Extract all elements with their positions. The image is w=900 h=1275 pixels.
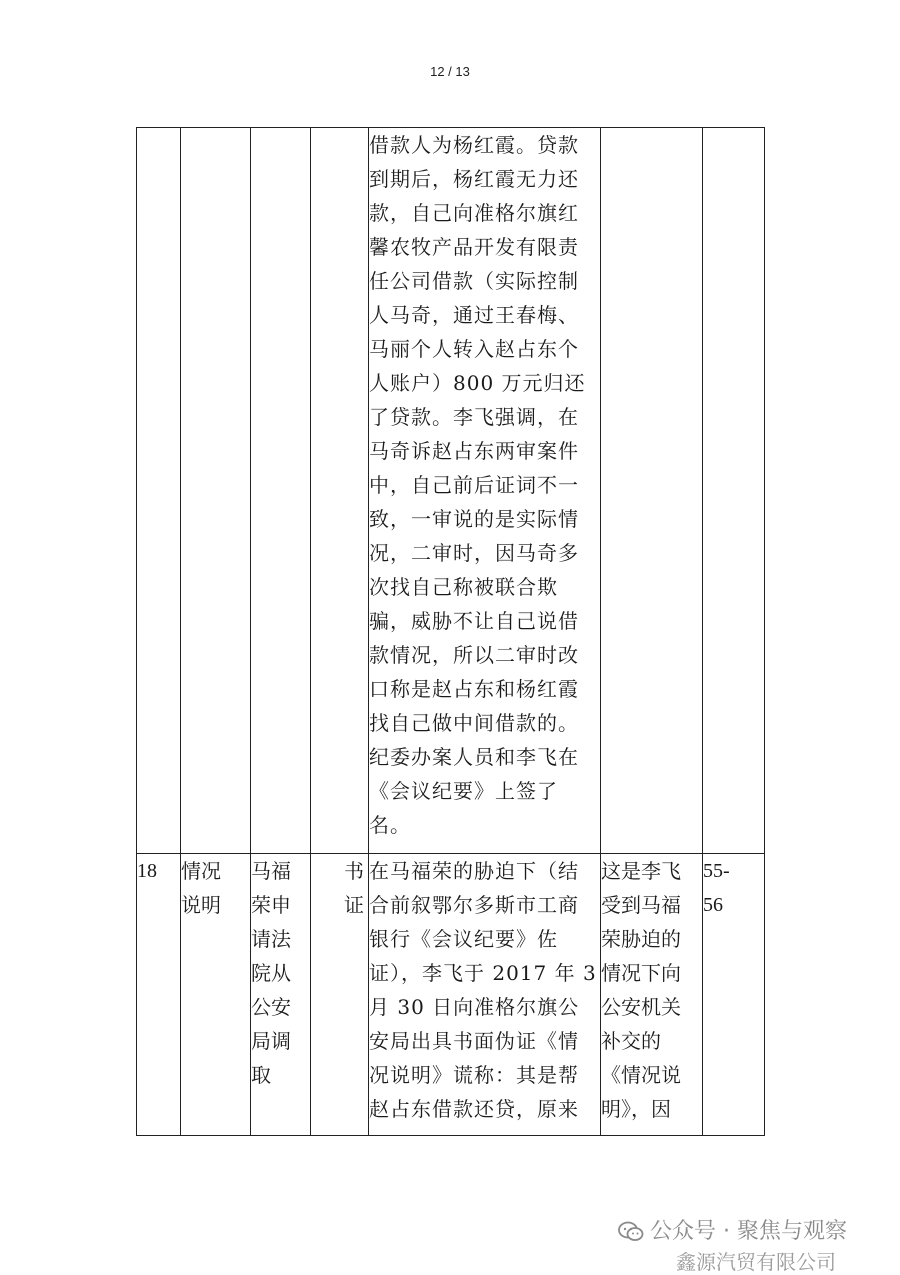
content-line: 骗，威胁不让自己说借	[369, 609, 579, 633]
content-line: 任公司借款（实际控制	[369, 269, 579, 293]
cell-source	[251, 128, 311, 854]
source-line: 取	[251, 1063, 271, 1087]
row-number: 18	[137, 860, 157, 882]
cell-pages	[703, 128, 765, 854]
content-line: 馨农牧产品开发有限责	[369, 235, 579, 259]
note-line: 情况下向	[601, 961, 681, 985]
source-line: 马福	[251, 859, 291, 883]
content-line: 马奇诉赵占东两审案件	[369, 439, 579, 463]
cell-number	[137, 854, 181, 1136]
form-line: 书	[344, 859, 364, 883]
content-line: 纪委办案人员和李飞在	[369, 745, 579, 769]
watermark-account: 公众号 · 聚焦与观察	[650, 1219, 847, 1244]
pages-line: 55-	[703, 860, 730, 882]
content-line: 银行《会议纪要》佐	[369, 927, 558, 951]
cell-number	[137, 128, 181, 854]
content-line: 安局出具书面伪证《情	[369, 1029, 579, 1053]
content-line: 款情况，所以二审时改	[369, 643, 579, 667]
note-line: 补交的	[601, 1029, 661, 1053]
table-row-continued	[137, 128, 765, 854]
cell-note	[601, 854, 703, 1136]
content-line: 在马福荣的胁迫下（结	[369, 859, 579, 883]
content-line: 中，自己前后证词不一	[369, 473, 579, 497]
content-line: 赵占东借款还贷，原来	[369, 1097, 579, 1121]
content-line: 人账户）800 万元归还	[369, 371, 586, 395]
pages-line: 56	[703, 894, 723, 916]
content-line: 口称是赵占东和杨红霞	[369, 677, 579, 701]
wechat-icon	[618, 1221, 644, 1243]
type-line: 情况	[181, 859, 221, 883]
content-line: 找自己做中间借款的。	[369, 711, 579, 735]
cell-form	[311, 128, 369, 854]
cell-content	[369, 128, 601, 854]
content-line: 合前叙鄂尔多斯市工商	[369, 893, 579, 917]
note-line: 这是李飞	[601, 859, 681, 883]
watermark	[618, 1218, 847, 1274]
content-line: 证），李飞于 2017 年 3	[369, 961, 597, 985]
content-line: 马丽个人转入赵占东个	[369, 337, 579, 361]
note-line: 受到马福	[601, 893, 681, 917]
watermark-line1	[618, 1218, 847, 1246]
source-line: 院从	[251, 961, 291, 985]
form-line: 证	[344, 893, 364, 917]
content-line: 况说明》谎称：其是帮	[369, 1063, 579, 1087]
content-line: 名。	[369, 813, 411, 837]
content-line: 月 30 日向准格尔旗公	[369, 995, 580, 1019]
content-line: 次找自己称被联合欺	[369, 575, 558, 599]
content-line: 到期后，杨红霞无力还	[369, 167, 579, 191]
cell-source	[251, 854, 311, 1136]
page-number: 12 / 13	[430, 64, 470, 79]
source-line: 请法	[251, 927, 291, 951]
source-line: 公安	[251, 995, 291, 1019]
content-line: 《会议纪要》上签了	[369, 779, 558, 803]
cell-evidence-type	[181, 128, 251, 854]
cell-content	[369, 854, 601, 1136]
content-line: 况，二审时，因马奇多	[369, 541, 579, 565]
cell-form	[311, 854, 369, 1136]
cell-pages	[703, 854, 765, 1136]
content-line: 致，一审说的是实际情	[369, 507, 579, 531]
content-line: 了贷款。李飞强调，在	[369, 405, 579, 429]
note-line: 明》，因	[601, 1097, 671, 1121]
content-line: 款，自己向准格尔旗红	[369, 201, 579, 225]
source-line: 局调	[251, 1029, 291, 1053]
source-line: 荣申	[251, 893, 291, 917]
evidence-table	[136, 127, 765, 1136]
content-line: 人马奇，通过王春梅、	[369, 303, 579, 327]
cell-evidence-type	[181, 854, 251, 1136]
note-line: 《情况说	[601, 1063, 681, 1087]
note-line: 荣胁迫的	[601, 927, 681, 951]
content-line: 借款人为杨红霞。贷款	[369, 133, 579, 157]
note-line: 公安机关	[601, 995, 681, 1019]
watermark-line2: 鑫源汽贸有限公司	[676, 1250, 836, 1274]
cell-note	[601, 128, 703, 854]
type-line: 说明	[181, 893, 221, 917]
table-row-18	[137, 854, 765, 1136]
